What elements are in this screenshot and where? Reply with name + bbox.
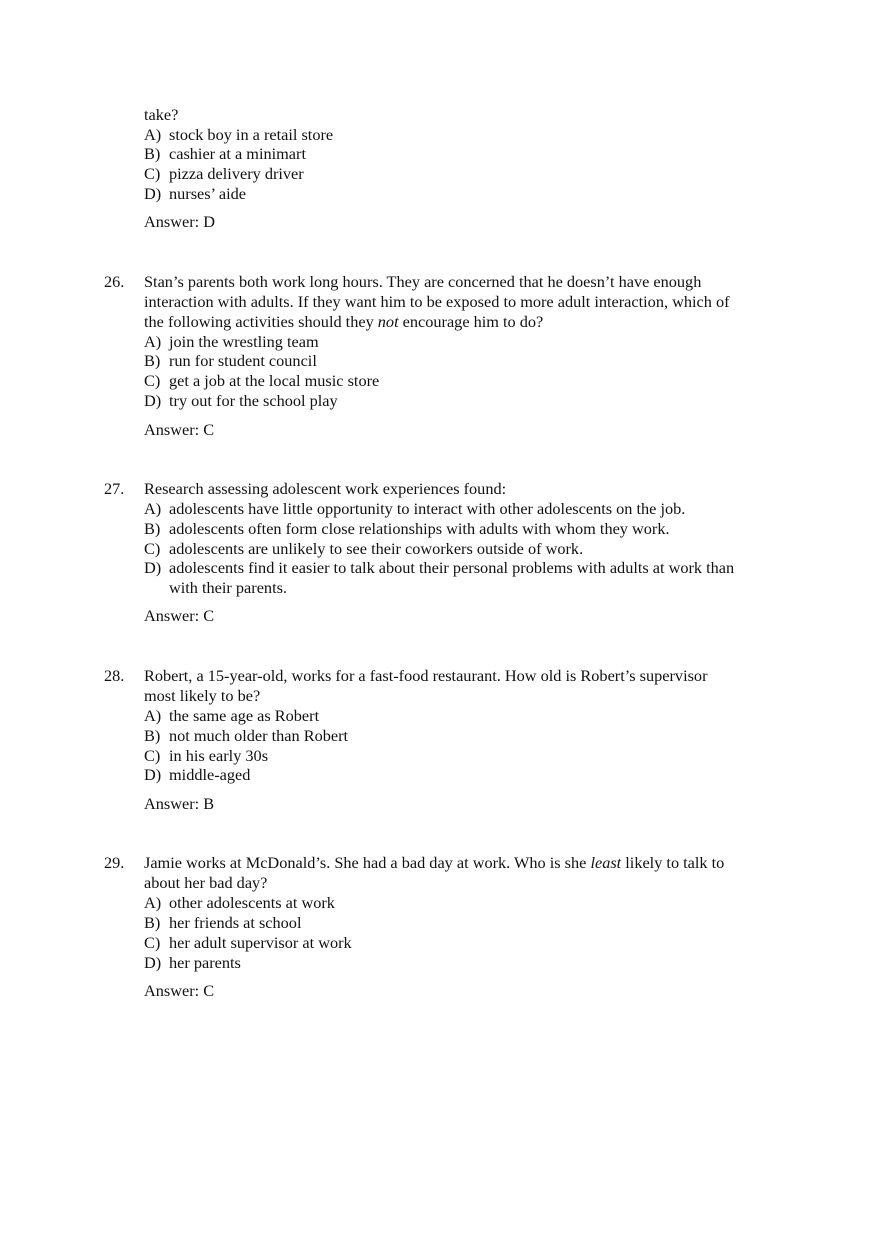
option-text: adolescents have little opportunity to interact with other adolescents on the job. [169,499,686,518]
option-text: join the wrestling team [169,332,319,351]
answer-line: Answer: C [144,981,215,1000]
option-letter: C) [144,371,161,390]
option-letter: A) [144,706,162,725]
question-stem-line: Robert, a 15-year-old, works for a fast-food restaurant. How old is Robert’s supervisor [144,666,708,685]
option-text: her parents [169,953,241,972]
question-stem-line: about her bad day? [144,873,268,892]
stem-text: the following activities should they [144,312,378,331]
stem-text: Jamie works at McDonald’s. She had a bad day at work. Who is she [144,853,591,872]
option-letter: D) [144,953,162,972]
option-letter: B) [144,913,161,932]
stem-text: likely to talk to [621,853,725,872]
option-letter: A) [144,332,162,351]
question-stem-line: interaction with adults. If they want him to be exposed to more adult interaction, which of [144,292,730,311]
question-number: 26. [104,272,125,291]
option-text: try out for the school play [169,391,338,410]
question-number: 29. [104,853,125,872]
answer-line: Answer: D [144,212,215,231]
question-number: 27. [104,479,125,498]
option-letter: A) [144,499,162,518]
option-letter: A) [144,893,162,912]
option-letter: C) [144,933,161,952]
option-text: her friends at school [169,913,302,932]
answer-line: Answer: B [144,794,215,813]
option-letter: D) [144,558,162,577]
option-text: not much older than Robert [169,726,349,745]
stem-emphasis: least [590,853,622,872]
option-text: get a job at the local music store [169,371,380,390]
option-text: cashier at a minimart [169,144,306,163]
option-text: in his early 30s [169,746,269,765]
option-letter: B) [144,144,161,163]
option-letter: D) [144,184,162,203]
option-text: nurses’ aide [169,184,247,203]
option-letter: C) [144,539,161,558]
stem-emphasis: not [377,312,399,331]
question-stem-line: Research assessing adolescent work experiences found: [144,479,507,498]
option-text: the same age as Robert [169,706,320,725]
option-text: adolescents often form close relationships with adults with whom they work. [169,519,670,538]
option-text: her adult supervisor at work [169,933,352,952]
option-text: run for student council [169,351,317,370]
option-text: other adolescents at work [169,893,335,912]
question-number: 28. [104,666,125,685]
option-text: pizza delivery driver [169,164,304,183]
option-text: stock boy in a retail store [169,125,334,144]
option-letter: C) [144,164,161,183]
question-stem-line [144,312,543,332]
option-letter: B) [144,519,161,538]
option-letter: A) [144,125,162,144]
option-text-continuation: with their parents. [169,578,288,597]
question-stem-line [144,853,724,873]
option-text: adolescents are unlikely to see their coworkers outside of work. [169,539,584,558]
answer-line: Answer: C [144,420,215,439]
answer-line: Answer: C [144,606,215,625]
option-letter: C) [144,746,161,765]
question-stem-tail: take? [144,105,179,124]
option-letter: B) [144,351,161,370]
stem-text: encourage him to do? [398,312,544,331]
option-text: adolescents find it easier to talk about their personal problems with adults at work than [169,558,735,577]
question-stem-line: most likely to be? [144,686,261,705]
option-letter: D) [144,391,162,410]
question-stem-line: Stan’s parents both work long hours. They are concerned that he doesn’t have enough [144,272,702,291]
option-letter: B) [144,726,161,745]
option-letter: D) [144,765,162,784]
option-text: middle-aged [169,765,251,784]
